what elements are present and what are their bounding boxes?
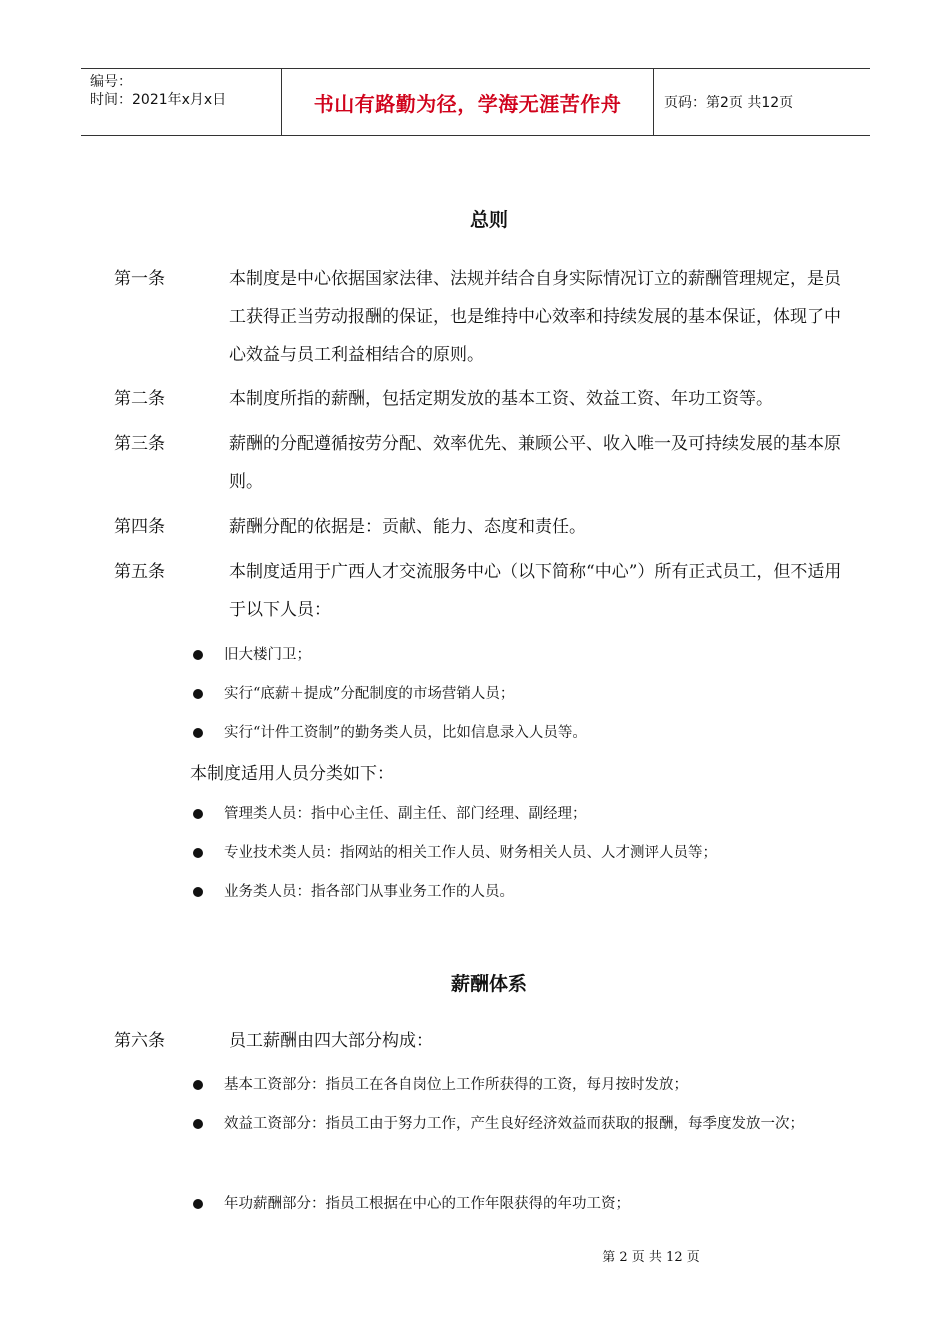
bullet-icon bbox=[193, 887, 203, 897]
bullet-icon bbox=[193, 848, 203, 858]
list-item-classification: 业务类人员：指各部门从事业务工作的人员。 bbox=[190, 873, 850, 912]
bullet-icon bbox=[193, 809, 203, 819]
article-text: 薪酬分配的依据是：贡献、能力、态度和责任。 bbox=[229, 517, 586, 537]
bullet-icon bbox=[193, 650, 203, 660]
list-item-excluded: 旧大楼门卫； bbox=[190, 636, 850, 675]
list-item-classification: 专业技术类人员：指网站的相关工作人员、财务相关人员、人才测评人员等； bbox=[190, 834, 850, 873]
article-2 bbox=[114, 380, 844, 418]
header-meta-cell bbox=[81, 69, 281, 135]
article-label: 第四条 bbox=[114, 517, 165, 537]
article-text: 员工薪酬由四大部分构成： bbox=[229, 1031, 433, 1051]
article-text: 本制度所指的薪酬，包括定期发放的基本工资、效益工资、年功工资等。 bbox=[229, 389, 773, 409]
article-3 bbox=[114, 425, 844, 501]
article-text: 薪酬的分配遵循按劳分配、效率优先、兼顾公平、收入唯一及可持续发展的基本原则。 bbox=[229, 434, 841, 492]
article-text: 本制度适用于广西人才交流服务中心（以下简称“中心”）所有正式员工，但不适用于以下人员： bbox=[229, 562, 842, 620]
document-number-label: 编号： bbox=[90, 74, 132, 90]
article-1 bbox=[114, 260, 844, 374]
article-6 bbox=[114, 1022, 844, 1060]
article-label: 第六条 bbox=[114, 1031, 165, 1051]
bullet-icon bbox=[193, 1119, 203, 1129]
article-text: 本制度是中心依据国家法律、法规并结合自身实际情况订立的薪酬管理规定，是员工获得正当劳动报酬的保证，也是维持中心效率和持续发展的基本保证，体现了中心效益与员工利益相结合的原则。 bbox=[229, 269, 841, 365]
article-5 bbox=[114, 553, 844, 629]
article-label: 第五条 bbox=[114, 562, 165, 582]
list-item-classification: 管理类人员：指中心主任、副主任、部门经理、副经理； bbox=[190, 795, 850, 834]
document-date-label: 时间：2021年x月x日 bbox=[90, 92, 227, 108]
article-label: 第一条 bbox=[114, 269, 165, 289]
header-motto: 书山有路勤为径，学海无涯苦作舟 bbox=[281, 69, 654, 135]
page-header bbox=[81, 68, 870, 136]
list-item-salary-component: 基本工资部分：指员工在各自岗位上工作所获得的工资，每月按时发放； bbox=[190, 1066, 850, 1105]
list-item-salary-component: 年功薪酬部分：指员工根据在中心的工作年限获得的年功工资； bbox=[190, 1185, 850, 1224]
article-label: 第二条 bbox=[114, 389, 165, 409]
bullet-icon bbox=[193, 1199, 203, 1209]
list-item-salary-component: 效益工资部分：指员工由于努力工作，产生良好经济效益而获取的报酬，每季度发放一次； bbox=[190, 1105, 850, 1144]
bullet-icon bbox=[193, 1080, 203, 1090]
list-item-excluded: 实行“底薪＋提成”分配制度的市场营销人员； bbox=[190, 675, 850, 714]
header-page-info: 页码：第2页 共12页 bbox=[664, 95, 794, 111]
bullet-icon bbox=[193, 728, 203, 738]
page-footer: 第 2 页 共 12 页 bbox=[602, 1250, 700, 1265]
classification-intro: 本制度适用人员分类如下： bbox=[190, 764, 394, 784]
section-title-salary-system: 薪酬体系 bbox=[450, 973, 527, 995]
section-title-general: 总则 bbox=[469, 209, 508, 231]
article-label: 第三条 bbox=[114, 434, 165, 454]
article-4 bbox=[114, 508, 844, 546]
bullet-icon bbox=[193, 689, 203, 699]
list-item-excluded: 实行“计件工资制”的勤务类人员，比如信息录入人员等。 bbox=[190, 714, 850, 753]
